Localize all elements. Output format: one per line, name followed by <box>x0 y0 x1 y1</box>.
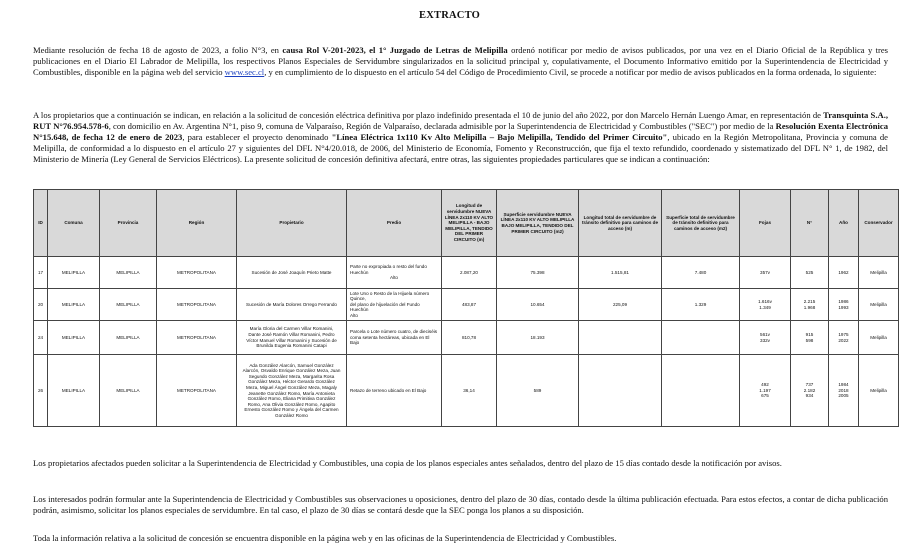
text-span: , para establecer el proyecto denominado <box>182 132 332 143</box>
text-line: 598 <box>805 337 814 343</box>
text-line: Retazo de terreno ubicado en El Bajo <box>350 387 427 393</box>
text-line: 737 <box>805 382 814 388</box>
text-line: 1975 <box>838 331 849 337</box>
text-line: Parcela o Lote número cuatro, de dieciséis <box>350 329 438 335</box>
cell-conservador: Melipilla <box>859 289 899 321</box>
cell-conservador: Melipilla <box>859 321 899 355</box>
text-line: Meza, Miguel Ángel González Meza, Magaly <box>246 384 337 390</box>
page-title: EXTRACTO <box>419 10 480 21</box>
closing-paragraph: Toda la información relativa a la solicitud de concesión se encuentra disponible en la página web y en las oficinas de la Superintendencia de Electricidad y Combustibles. <box>33 533 617 543</box>
cell-id: 24 <box>34 321 48 355</box>
text-line: 332v <box>760 337 770 343</box>
table-row <box>34 257 899 289</box>
cell-fojas <box>740 321 791 355</box>
text-line: Parte no expropiada o resto del fundo Huechún <box>350 264 427 275</box>
text-line: 1984 <box>838 382 849 388</box>
text-span: , con domicilio en Av. Argentina N°1, piso 9, comuna de Valparaíso, Región de Valparaíso, declarada admisible por la Superintendencia de Electricidad y Combustibles ("SEC") por medio de la <box>108 121 776 132</box>
header-cell: ID <box>34 190 48 257</box>
header-cell: Fojas <box>740 190 791 257</box>
text-line: González Romo <box>275 412 308 418</box>
cell-superficie: 589 <box>497 355 579 427</box>
cell-predio <box>347 321 442 355</box>
text-line: 2.182 <box>803 387 816 393</box>
text-line: 1.616v <box>758 298 772 304</box>
text-line: 934 <box>805 393 814 399</box>
header-cell: Longitud total de servidumbre de tránsito definitivo para caminos de acceso (m) <box>579 190 662 257</box>
bold-case-reference: causa Rol V-201-2023, el 1° Juzgado de Letras de Melipilla <box>282 45 508 55</box>
text-line: Romo, Ana Olivia González Romo, Agapito <box>247 401 336 407</box>
cell-numero <box>791 257 829 289</box>
sec-website-link[interactable]: www.sec.cl <box>224 67 265 78</box>
cell-superficie: 18.193 <box>497 321 579 355</box>
text-span: Mediante resolución de fecha 18 de agosto de 2023, a folio N°3, en <box>33 45 283 55</box>
text-line: 915 <box>805 331 814 337</box>
cell-comuna: MELIPILLA <box>48 289 100 321</box>
cell-region: METROPOLITANA <box>157 289 237 321</box>
cell-superficie: 75.398 <box>497 257 579 289</box>
text-line: del plano de hijuelación del Fundo Huechún <box>350 301 420 313</box>
cell-region: METROPOLITANA <box>157 321 237 355</box>
cell-fojas <box>740 257 791 289</box>
text-line: Dante José Ramón Villar Romanini, Pedro <box>248 331 335 337</box>
cell-anio <box>829 355 859 427</box>
text-line: 675 <box>761 393 769 399</box>
text-line: 1.349 <box>759 304 771 310</box>
cell-propietario <box>237 289 347 321</box>
text-line: Segundo González Meza, Margarita Rosa <box>248 373 335 379</box>
cell-propietario <box>237 355 347 427</box>
text-line: Sucesión de José Joaquín Prieto Matte <box>251 269 332 275</box>
header-cell: Comuna <box>48 190 100 257</box>
cell-numero <box>791 289 829 321</box>
text-line: 1962 <box>838 269 849 275</box>
text-line: Víctor Manuel Villar Romanini y Sucesión de <box>246 337 337 343</box>
cell-region: METROPOLITANA <box>157 355 237 427</box>
cell-sup-transito: 7.480 <box>662 257 740 289</box>
text-line: 1.968 <box>803 304 816 310</box>
cell-longitud: 483,87 <box>442 289 497 321</box>
text-span: ordenó notificar por medio de avisos publicados, por una vez en el Diario Oficial de la República y tres publicaciones en el Diario El Labrador de Melipilla, los respectivos Planos Especiales de Servidumbre singularizados en la solicitud principal y, copulativamente, el Documento Informativo emitido por la Superintendencia de Electricidad y Combustibles, disponible en la página web del servicio <box>33 45 889 78</box>
text-line: 1993 <box>838 304 849 310</box>
cell-region: METROPOLITANA <box>157 257 237 289</box>
text-line: María Gloria del Carmen Villar Romanini, <box>249 326 334 332</box>
cell-comuna: MELIPILLA <box>48 321 100 355</box>
cell-numero <box>791 321 829 355</box>
copy-request-paragraph: Los propietarios afectados pueden solicitar a la Superintendencia de Electricidad y Combustibles, una copia de los planos especiales antes señalados, dentro del plazo de 15 días contado desde la notificación por avisos. <box>33 458 782 468</box>
cell-id: 20 <box>34 289 48 321</box>
table-row <box>34 321 899 355</box>
header-cell: Año <box>829 190 859 257</box>
bold-resolution: Resolución Exenta Electrónica N°15.648, de fecha 12 de enero de 2023 <box>33 121 888 143</box>
cell-provincia: MELIPILLA <box>100 321 157 355</box>
header-cell: Longitud de servidumbre NUEVA LÍNEA 2x110 KV ALTO MELIPILLA - BAJO MELIPILLA, TENDIDO DEL PRIMER CIRCUITO (m) <box>442 190 497 257</box>
text-line: 525 <box>805 269 814 275</box>
header-cell: Provincia <box>100 190 157 257</box>
cell-long-transito: 225,09 <box>579 289 662 321</box>
text-line: Ada González Alarcón, Samuel González <box>249 362 334 368</box>
text-span: , y en cumplimiento de lo dispuesto en el artículo 54 del Código de Procedimiento Civil, se procede a notificar por medio de avisos publicados en la forma ordenada, lo siguiente: <box>264 67 877 78</box>
cell-anio <box>829 289 859 321</box>
text-line: Jeanette González Romo, María Antonieta <box>248 390 335 396</box>
text-line: Lote Uno o Resto de la Hijuela número Quince, <box>350 290 430 302</box>
header-cell: Predio <box>347 190 442 257</box>
cell-predio <box>347 355 442 427</box>
cell-sup-transito <box>662 321 740 355</box>
cell-longitud: 810,78 <box>442 321 497 355</box>
intro-paragraph <box>33 45 888 78</box>
cell-sup-transito: 1.329 <box>662 289 740 321</box>
header-cell: Región <box>157 190 237 257</box>
text-line: Alto <box>390 275 398 281</box>
cell-longitud: 2.087,20 <box>442 257 497 289</box>
cell-superficie: 10.654 <box>497 289 579 321</box>
cell-provincia: MELIPILLA <box>100 355 157 427</box>
text-line: Alto <box>350 312 358 318</box>
cell-comuna: MELIPILLA <box>48 355 100 427</box>
cell-id: 26 <box>34 355 48 427</box>
text-line: Sucesión de María Dolores Orrego Ferrando <box>246 301 337 307</box>
text-line: González Romo, Eliana Primitiva González <box>247 396 336 402</box>
header-cell: Superficie servidumbre NUEVA LÍNEA 2x110 KV ALTO MELIPILLA BAJO MELIPILLA, TENDIDO DEL PRIMER CIRCUITO (m2) <box>497 190 579 257</box>
cell-fojas <box>740 289 791 321</box>
text-line: Ernesto González Romo y Ángela del Carmen <box>244 407 339 413</box>
cell-long-transito <box>579 355 662 427</box>
owners-paragraph <box>33 110 888 165</box>
text-line: 1.197 <box>759 387 771 393</box>
cell-predio <box>347 257 442 289</box>
cell-conservador: Melipilla <box>859 257 899 289</box>
table-row <box>34 355 899 427</box>
cell-numero <box>791 355 829 427</box>
cell-conservador: Melipilla <box>859 355 899 427</box>
table-row <box>34 289 899 321</box>
text-span: A los propietarios que a continuación se indican, en relación a la solicitud de concesión eléctrica definitiva por plazo indefinido presentada el 10 de junio del año 2022, por don Marcelo Hernán Luengo Amar, en representación de <box>33 110 824 120</box>
properties-table <box>33 189 899 427</box>
cell-comuna: MELIPILLA <box>48 257 100 289</box>
text-line: 561v <box>760 331 770 337</box>
header-cell: Propietario <box>237 190 347 257</box>
cell-id: 17 <box>34 257 48 289</box>
text-line: González Meza, Héctor Gerardo González <box>248 379 335 385</box>
text-line: coma setenta hectáreas, ubicada en El Bajo <box>350 334 430 346</box>
cell-fojas <box>740 355 791 427</box>
header-cell: N° <box>791 190 829 257</box>
cell-provincia: MELIPILLA <box>100 289 157 321</box>
text-span: , ubicado en la Región Metropolitana, Provincia y comuna de Melipilla, de conformidad a lo dispuesto en el artículo 27 y siguientes del DFL N°4/20.018, de 2006, del Ministerio de Economía, Fomento y Reconstrucción, que fija el texto refundido, coordenado y sistematizado del DFL N° 1, de 1982, del Ministerio de Minería (Ley General de Servicios Eléctricos). La presente solicitud de concesión definitiva afectará, entre otras, las siguientes propiedades particulares que se indican a continuación: <box>33 132 888 165</box>
cell-predio <box>347 289 442 321</box>
text-line: 492 <box>761 382 769 388</box>
cell-sup-transito <box>662 355 740 427</box>
header-cell: Superficie total de servidumbre de tránsito definitivo para caminos de acceso (m2) <box>662 190 740 257</box>
text-line: 2005 <box>838 393 849 399</box>
text-line: 2.215 <box>803 298 816 304</box>
text-line: 2022 <box>838 337 849 343</box>
table-header-row <box>34 190 899 257</box>
cell-anio <box>829 257 859 289</box>
header-cell: Conservador <box>859 190 899 257</box>
objections-paragraph: Los interesados podrán formular ante la Superintendencia de Electricidad y Combustibles sus observaciones u oposiciones, dentro del plazo de 30 días, contado desde la última publicación efectuada. Para estos efectos, a contar de dicha publicación podrán, asimismo, solicitar los planos especiales de servidumbre. En tal caso, el plazo de 30 días se contará desde que la SEC ponga los planos a su disposición. <box>33 494 888 516</box>
cell-long-transito <box>579 321 662 355</box>
cell-provincia: MELIPILLA <box>100 257 157 289</box>
cell-long-transito: 1.515,81 <box>579 257 662 289</box>
cell-longitud: 36,14 <box>442 355 497 427</box>
cell-propietario <box>237 321 347 355</box>
cell-propietario <box>237 257 347 289</box>
text-line: 357v <box>760 269 770 275</box>
text-line: 2018 <box>838 387 849 393</box>
bold-project-name: "Línea Eléctrica 1x110 Kv Alto Melipilla – Bajo Melipilla, Tendido del Primer Circuito" <box>331 132 668 143</box>
cell-anio <box>829 321 859 355</box>
text-line: Alarcón, Osvaldo Enrique González Meza, Juan <box>242 368 341 374</box>
text-line: 1986 <box>838 298 849 304</box>
bold-company: Transquinta S.A., RUT N°76.954.578-6 <box>33 110 888 132</box>
text-line: Brunilda Eugenia Romanini Catapi <box>256 343 327 349</box>
